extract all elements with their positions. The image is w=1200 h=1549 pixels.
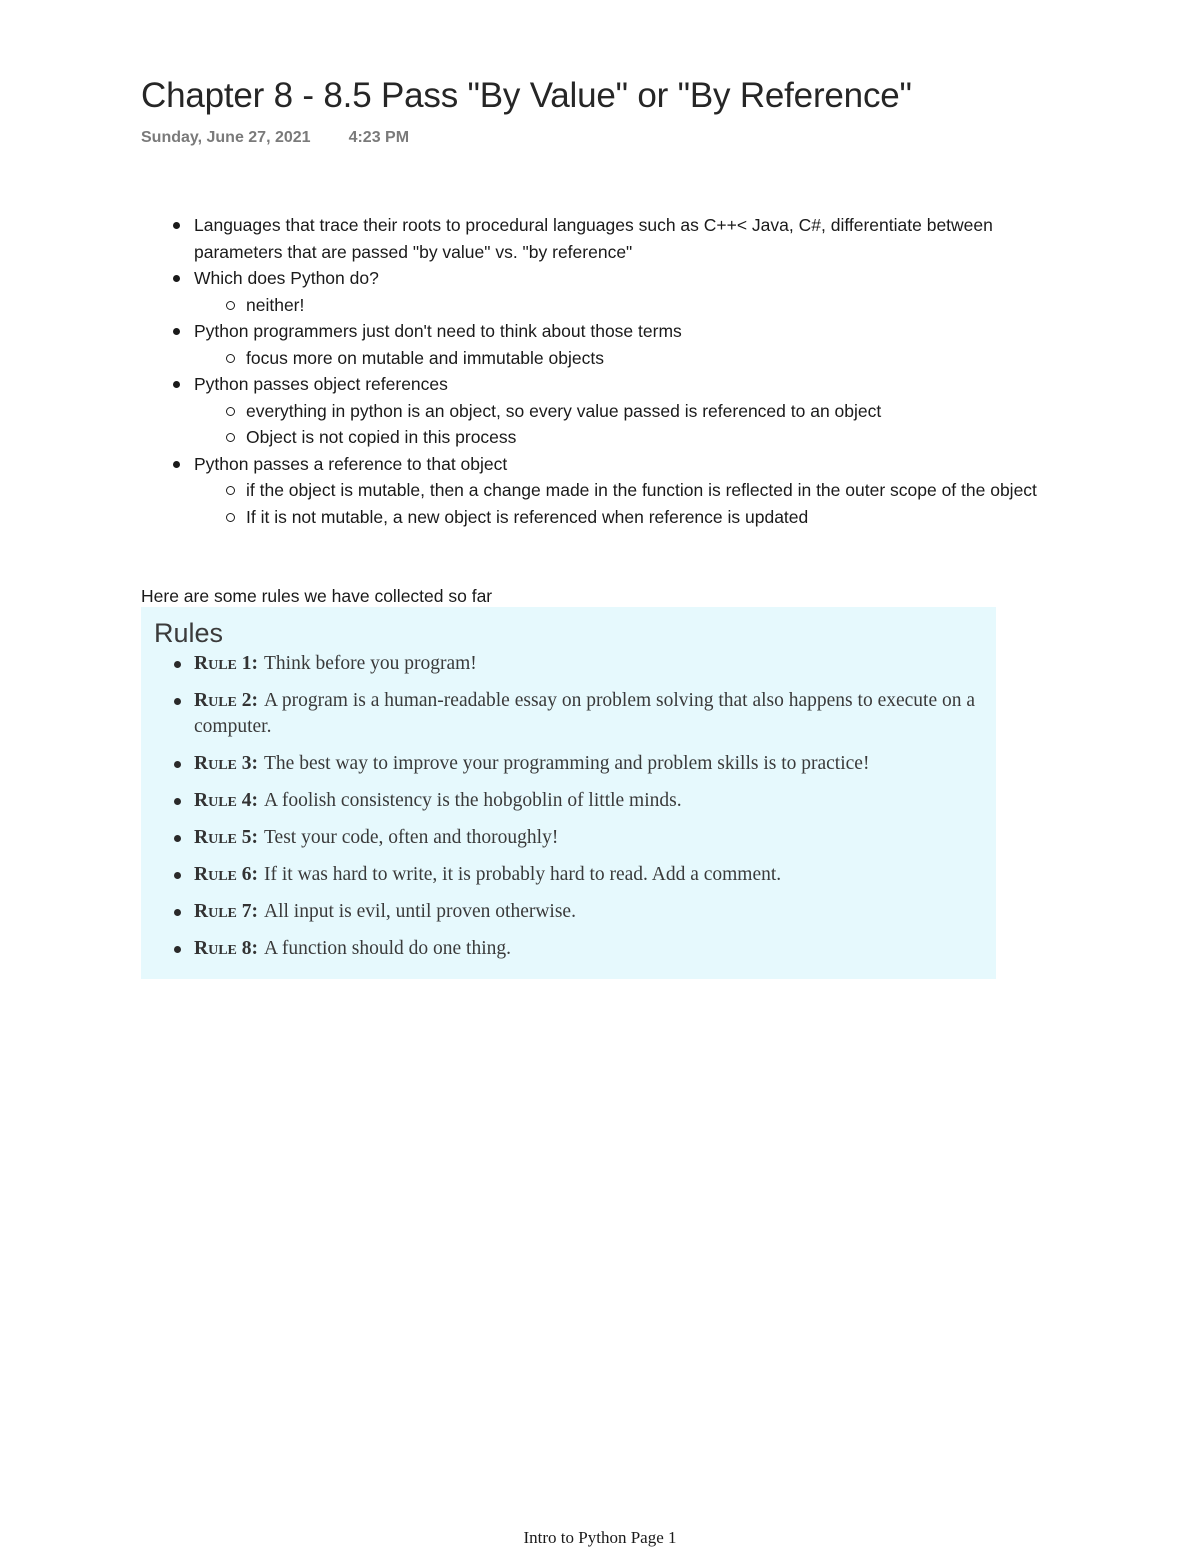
note-item <box>141 318 1046 371</box>
rule-label: Rule 1: <box>194 653 258 674</box>
rule-label: Rule 5: <box>194 827 258 848</box>
notes-list <box>141 212 1046 530</box>
note-text: Python passes object references <box>194 374 448 394</box>
note-item <box>141 212 1046 265</box>
rule-item <box>141 688 981 740</box>
note-sublist <box>194 398 1046 451</box>
rule-label: Rule 6: <box>194 864 258 885</box>
note-subitem <box>194 424 1046 451</box>
page-date: Sunday, June 27, 2021 <box>141 129 311 146</box>
rule-item <box>141 899 981 925</box>
note-subtext: If it is not mutable, a new object is referenced when reference is updated <box>246 506 809 527</box>
rule-item <box>141 751 981 777</box>
rule-label: Rule 8: <box>194 938 258 959</box>
note-text: Python passes a reference to that object <box>194 453 508 474</box>
note-subtext: if the object is mutable, then a change made in the function is reflected in the outer scope of the object <box>246 480 1037 500</box>
note-text: Languages that trace their roots to procedural languages such as C++< Java, C#, differentiate between parameters that are passed "by value" vs. "by reference" <box>194 215 993 262</box>
rule-text: Think before you program! <box>264 653 477 674</box>
rule-label: Rule 4: <box>194 790 258 811</box>
note-item <box>141 265 1046 318</box>
note-subtext: Object is not copied in this process <box>246 427 517 447</box>
rule-item <box>141 788 981 814</box>
rules-list <box>141 651 981 973</box>
rule-text: A program is a human-readable essay on problem solving that also happens to execute on a computer. <box>194 690 976 737</box>
note-sublist <box>194 345 1046 372</box>
page-time: 4:23 PM <box>348 129 410 146</box>
rule-text: If it was hard to write, it is probably hard to read. Add a comment. <box>264 864 782 885</box>
note-text: Which does Python do? <box>194 268 379 288</box>
rule-text: The best way to improve your programming and problem skills is to practice! <box>264 753 870 774</box>
note-subitem <box>194 345 1046 372</box>
note-subitem <box>194 398 1046 425</box>
page-footer: Intro to Python Page 1 <box>523 1528 677 1547</box>
rule-item <box>141 651 981 677</box>
note-item <box>141 451 1046 531</box>
rule-text: A function should do one thing. <box>264 938 511 959</box>
intro-text: Here are some rules we have collected so far <box>141 586 493 606</box>
rule-item <box>141 936 981 962</box>
note-item <box>141 371 1046 451</box>
notes-outline <box>141 212 1046 530</box>
note-subitem <box>194 477 1046 504</box>
note-subtext: everything in python is an object, so every value passed is referenced to an object <box>246 400 882 421</box>
rule-text: All input is evil, until proven otherwise. <box>264 901 576 922</box>
rule-label: Rule 7: <box>194 901 258 922</box>
note-subitem <box>194 292 1046 319</box>
rule-text: A foolish consistency is the hobgoblin of little minds. <box>264 790 682 811</box>
rule-item <box>141 862 981 888</box>
note-subitem <box>194 504 1046 531</box>
note-subtext: focus more on mutable and immutable objects <box>246 347 604 368</box>
page-meta <box>141 127 409 149</box>
rule-label: Rule 2: <box>194 690 258 711</box>
note-sublist <box>194 477 1046 530</box>
rule-item <box>141 825 981 851</box>
rules-image-panel <box>141 607 996 979</box>
note-sublist <box>194 292 1046 319</box>
note-text: Python programmers just don't need to think about those terms <box>194 321 682 341</box>
page-title: Chapter 8 - 8.5 Pass "By Value" or "By Reference" <box>141 76 912 115</box>
note-subtext: neither! <box>246 294 305 315</box>
rules-heading: Rules <box>154 618 224 648</box>
rule-text: Test your code, often and thoroughly! <box>264 827 559 848</box>
rule-label: Rule 3: <box>194 753 258 774</box>
